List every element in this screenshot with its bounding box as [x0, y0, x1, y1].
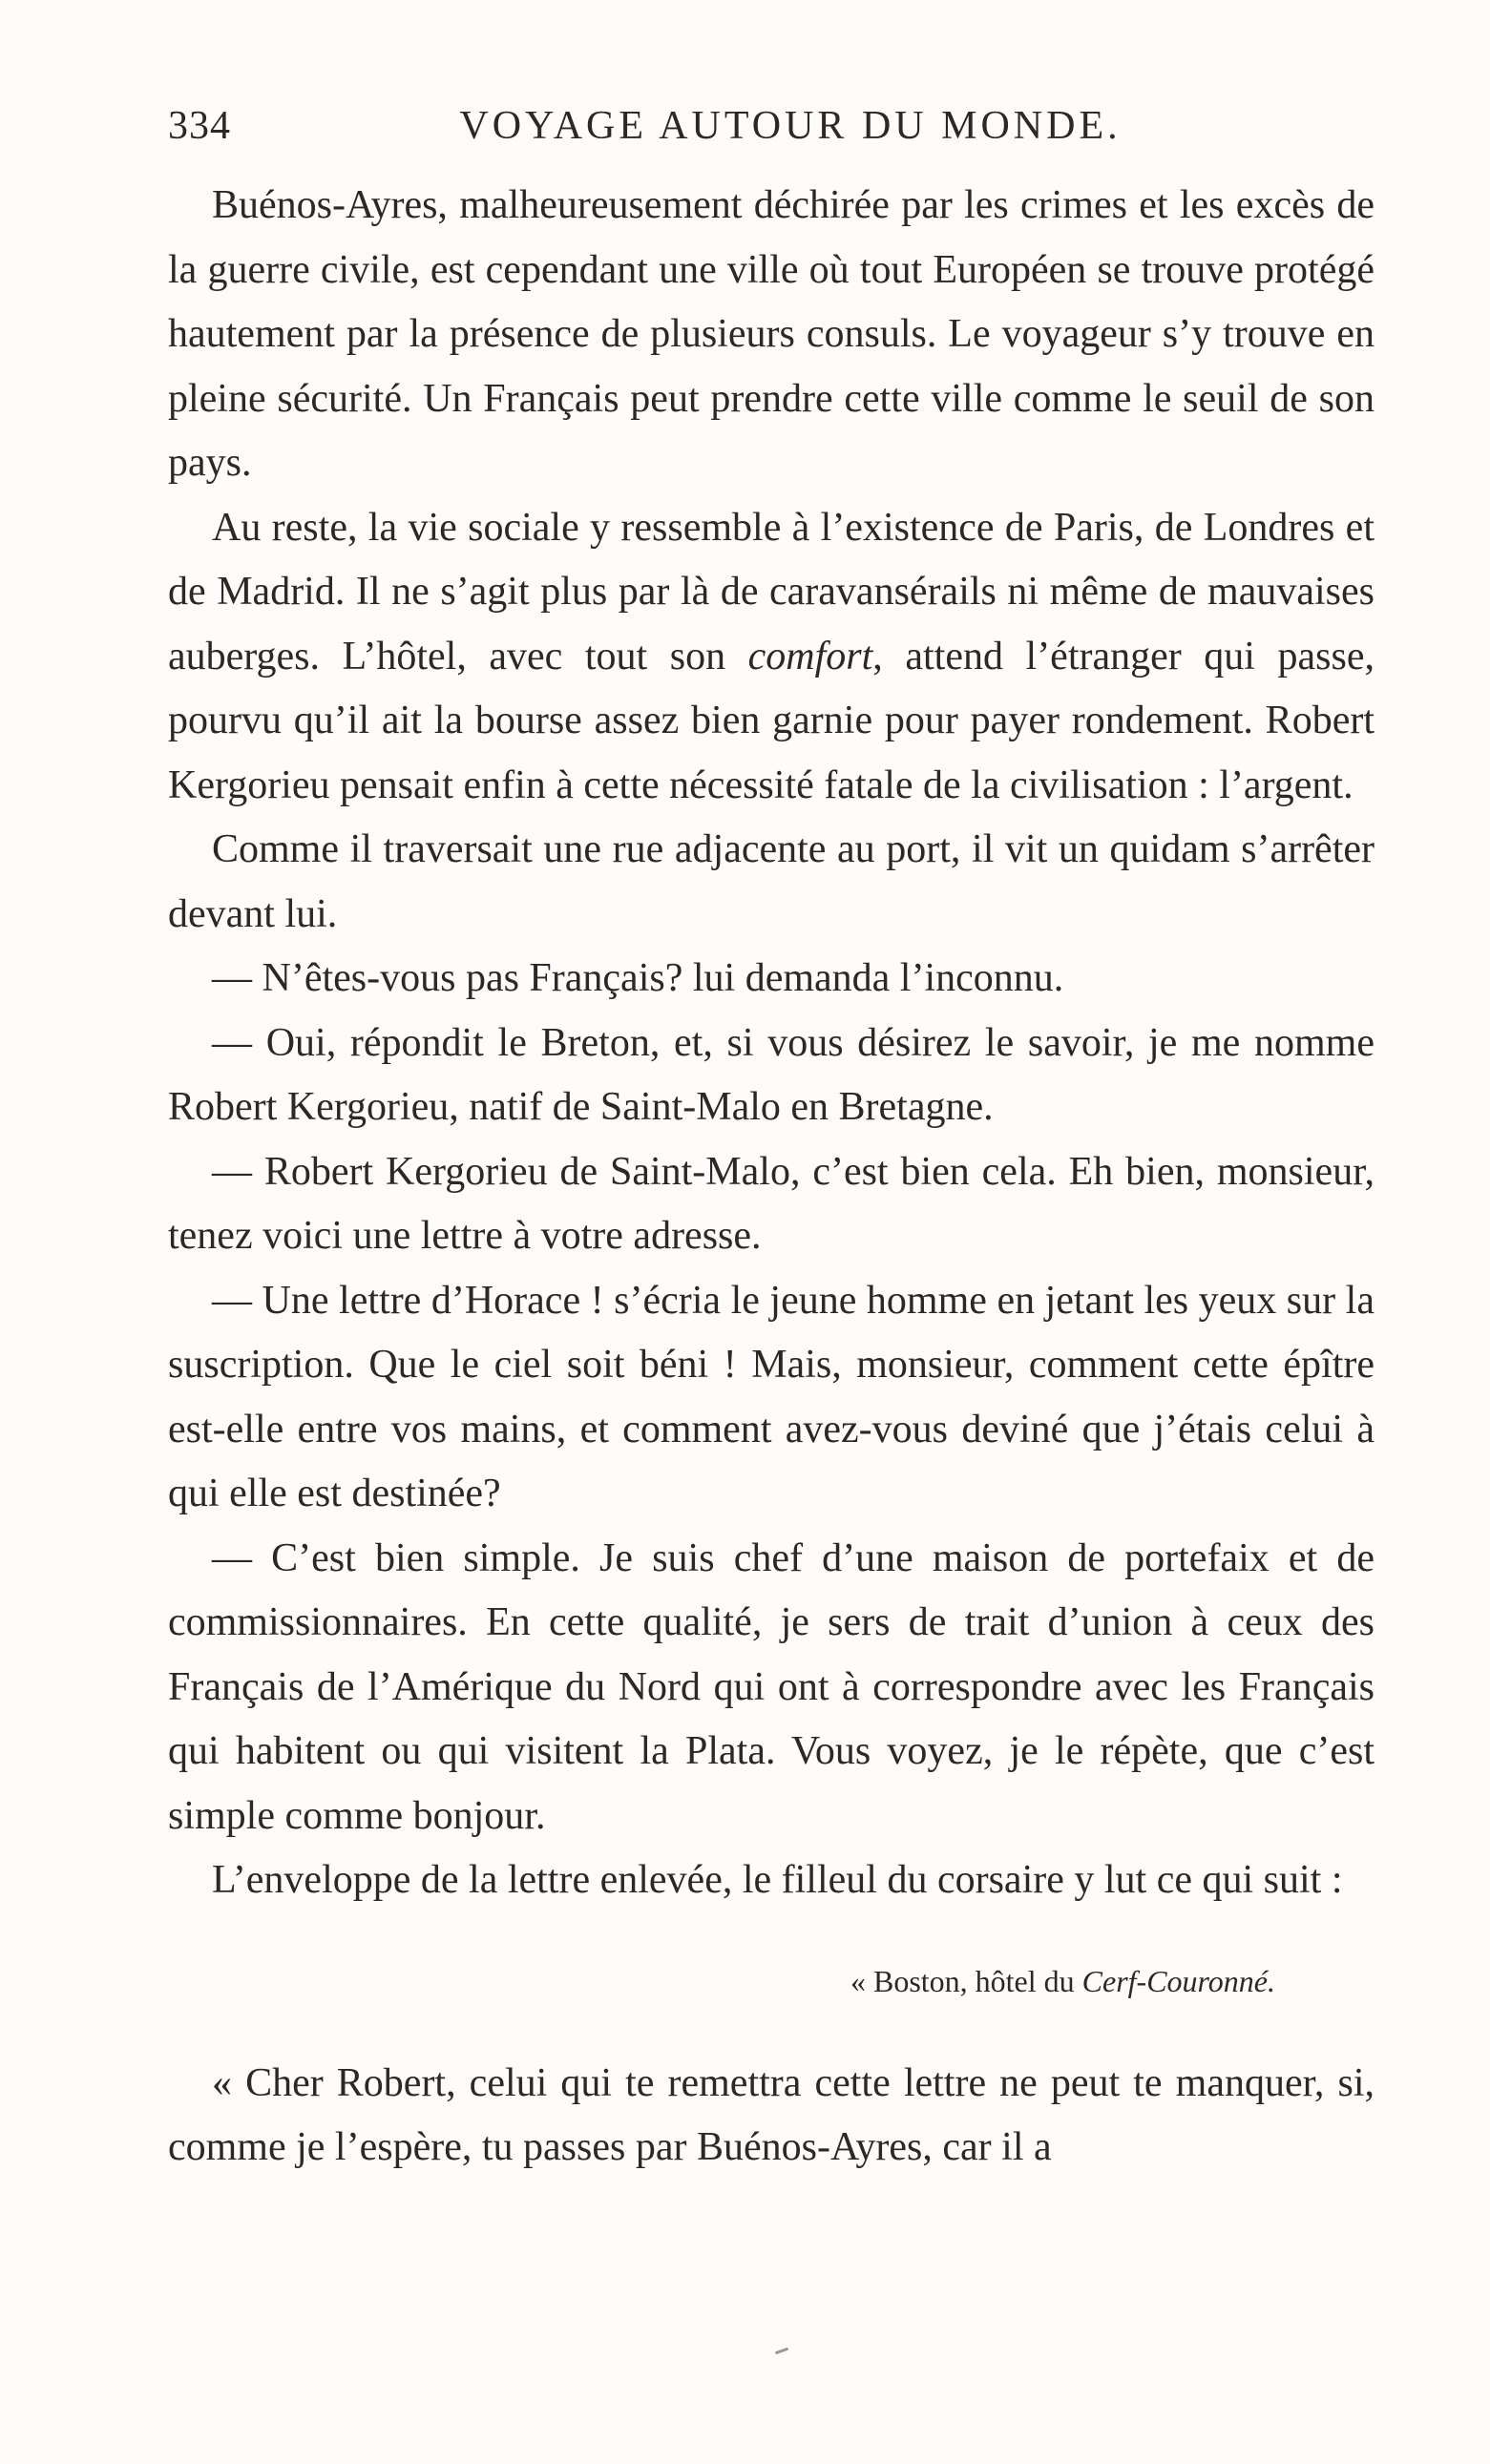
paragraph-7: — Une lettre d’Horace ! s’écria le jeune homme en jetant les yeux sur la suscription. Que le ciel soit béni ! Mais, monsieur, comment cette épître est-elle entre vos mains, et comment avez-vous deviné que j’étais celui à qui elle est destinée?	[168, 1278, 1375, 1515]
letter-paragraph-1: « Cher Robert, celui qui te remettra cette lettre ne peut te manquer, si, comme je l’espère, tu passes par Buénos-Ayres, car il a	[168, 2060, 1375, 2169]
paragraph-2	[168, 496, 1375, 819]
paragraph-9: L’enveloppe de la lettre enlevée, le filleul du corsaire y lut ce qui suit :	[212, 1858, 1343, 1902]
dateline-place: « Boston, hôtel du	[850, 1963, 1082, 1998]
paragraph-3: Comme il traversait une rue adjacente au port, il vit un quidam s’arrêter devant lui.	[168, 827, 1375, 936]
paragraph-4: — N’êtes-vous pas Français? lui demanda l’inconnu.	[212, 956, 1064, 1000]
comfort-italic: comfort	[747, 634, 873, 679]
paragraph-5: — Oui, répondit le Breton, et, si vous désirez le savoir, je me nomme Robert Kergorieu, natif de Saint-Malo en Bretagne.	[168, 1020, 1375, 1129]
paragraph-2-part-2: , attend l’étranger qui passe, pourvu qu’il ait la bourse assez bien garnie pour payer rondement. Robert Kergorieu pensait enfin à cette nécessité fatale de la civilisation : l’argent.	[168, 634, 1375, 807]
running-title: VOYAGE AUTOUR DU MONDE.	[459, 104, 1122, 148]
paragraph-8: — C’est bien simple. Je suis chef d’une maison de portefaix et de commissionnaires. En cette qualité, je sers de trait d’union à ceux des Français de l’Amérique du Nord qui ont à correspondre avec les Français qui habitent ou qui visitent la Plata. Vous voyez, je le répète, que c’est simple comme bonjour.	[168, 1535, 1375, 1838]
body-text	[168, 174, 1375, 2181]
dateline-hotel: Cerf-Couronné.	[1081, 1963, 1275, 1998]
printer-mark	[775, 2348, 788, 2355]
running-header	[168, 103, 1375, 160]
paragraph-6: — Robert Kergorieu de Saint-Malo, c’est bien cela. Eh bien, monsieur, tenez voici une lettre à votre adresse.	[168, 1149, 1375, 1258]
page-number: 334	[168, 104, 231, 148]
letter-dateline	[168, 1962, 1375, 2000]
paragraph-1: Buénos-Ayres, malheureusement déchirée par les crimes et les excès de la guerre civile, est cependant une ville où tout Européen se trouve protégé hautement par la présence de plusieurs consuls. Le voyageur s’y trouve en pleine sécurité. Un Français peut prendre cette ville comme le seuil de son pays.	[168, 183, 1375, 485]
paragraph-2-part-1: Au reste, la vie sociale y ressemble à l’existence de Paris, de Londres et de Madrid. Il ne s’agit plus par là de caravansérails ni même de mauvaises auberges. L’hôtel, avec tout son	[168, 505, 1375, 679]
